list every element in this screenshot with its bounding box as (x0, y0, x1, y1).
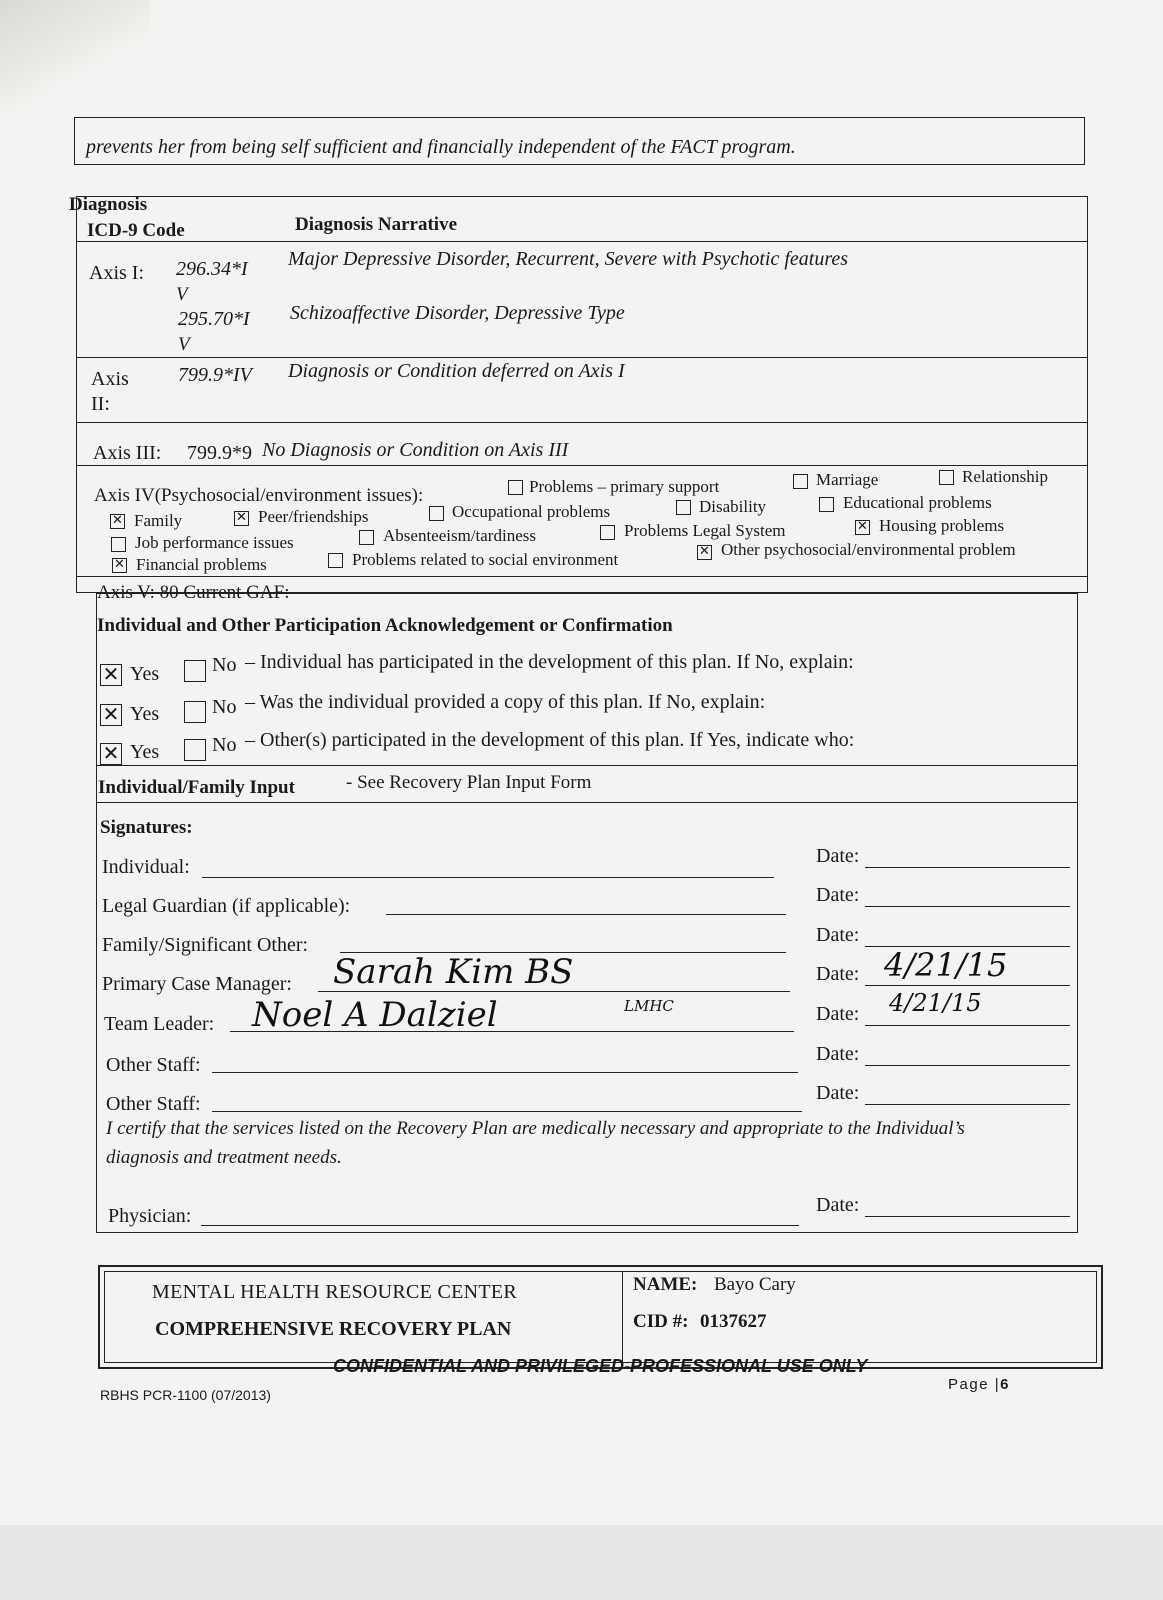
cid-label: CID #: (633, 1311, 689, 1332)
yes-label: Yes (130, 703, 160, 725)
page-fold-shadow (0, 0, 150, 120)
no-checkbox[interactable] (184, 739, 206, 761)
signature-line (212, 1072, 798, 1073)
signature-row-label: Other Staff: (106, 1093, 201, 1115)
axis2-narrative: Diagnosis or Condition deferred on Axis I (288, 360, 625, 382)
diagnosis-section-label: Diagnosis (69, 194, 148, 215)
axis4-label: Axis IV(Psychosocial/environment issues): (94, 485, 424, 506)
date-label: Date: (816, 963, 860, 985)
signature-row-label: Individual: (102, 856, 190, 878)
signature-row-label: Primary Case Manager: (102, 973, 292, 995)
axis3-code: 799.9*9 (187, 442, 252, 464)
signature-row-label: Legal Guardian (if applicable): (102, 895, 351, 917)
date-line (865, 1216, 1070, 1217)
axis1-code-suffix: V (176, 284, 188, 305)
axis4-checkbox[interactable] (111, 537, 126, 552)
axis5-label: Axis V: 80 Current GAF: (97, 582, 290, 603)
axis4-checkbox[interactable] (508, 480, 523, 495)
date-label: Date: (816, 1082, 860, 1104)
date-label: Date: (816, 845, 860, 867)
axis2-label-b: II: (91, 393, 110, 415)
no-label: No (212, 696, 237, 718)
axis4-checkbox[interactable] (793, 474, 808, 489)
team-leader-credential: LMHC (624, 997, 674, 1015)
physician-label: Physician: (108, 1205, 192, 1227)
date-label: Date: (816, 1043, 860, 1065)
axis4-checkbox[interactable] (600, 525, 615, 540)
signature-line (202, 877, 774, 878)
axis4-item-label: Educational problems (843, 493, 992, 512)
case-manager-signature: Sarah Kim BS (333, 952, 574, 992)
divider (76, 422, 1088, 423)
axis4-checkbox[interactable]: ✕ (855, 520, 870, 535)
axis4-item-label: Financial problems (136, 555, 267, 574)
yes-checkbox[interactable]: ✕ (100, 704, 122, 726)
date-line (865, 906, 1070, 907)
no-label: No (212, 654, 237, 676)
date-line (865, 1025, 1070, 1026)
axis1-code-2-suffix: V (178, 334, 190, 355)
physician-signature-line (201, 1225, 799, 1226)
team-leader-date: 4/21/15 (889, 989, 982, 1017)
axis4-item-label: Problems related to social environment (352, 550, 619, 569)
axis4-item-label: Problems – primary support (529, 477, 720, 496)
page-number: 6 (1000, 1376, 1010, 1393)
axis3-narrative: No Diagnosis or Condition on Axis III (262, 439, 569, 461)
date-label: Date: (816, 1194, 860, 1216)
axis4-checkbox[interactable]: ✕ (697, 545, 712, 560)
yes-label: Yes (130, 741, 160, 763)
family-input-note: - See Recovery Plan Input Form (346, 772, 592, 793)
yes-checkbox[interactable]: ✕ (100, 664, 122, 686)
axis4-item-label: Job performance issues (135, 533, 294, 552)
axis4-item-label: Disability (699, 497, 767, 516)
participation-question: – Individual has participated in the development of this plan. If No, explain: (245, 651, 854, 673)
center-name: MENTAL HEALTH RESOURCE CENTER (152, 1281, 518, 1303)
patient-name: Bayo Cary (714, 1274, 796, 1295)
divider (76, 576, 1088, 577)
patient-name-label: NAME: (633, 1274, 698, 1295)
date-line (865, 1065, 1070, 1066)
divider (76, 465, 1088, 466)
axis4-item-label: Marriage (816, 470, 879, 489)
axis4-item-label: Relationship (962, 467, 1048, 486)
case-manager-date: 4/21/15 (884, 946, 1008, 984)
scanner-edge (0, 1525, 1163, 1600)
certify-statement-2: diagnosis and treatment needs. (106, 1147, 342, 1168)
axis4-item-label: Occupational problems (452, 502, 611, 521)
axis4-checkbox[interactable] (819, 497, 834, 512)
axis1-code: 296.34*I (176, 258, 248, 280)
axis4-item-label: Housing problems (879, 516, 1005, 535)
axis2-label: Axis (91, 368, 129, 390)
form-id: RBHS PCR-1100 (07/2013) (100, 1387, 271, 1403)
divider (76, 241, 1088, 242)
axis1-label: Axis I: (89, 262, 144, 284)
family-input-label: Individual/Family Input (98, 777, 295, 798)
date-label: Date: (816, 1003, 860, 1025)
axis4-item-label: Peer/friendships (258, 507, 369, 526)
axis4-checkbox[interactable] (328, 553, 343, 568)
signatures-title: Signatures: (100, 817, 193, 838)
axis4-checkbox[interactable]: ✕ (234, 511, 249, 526)
date-label: Date: (816, 884, 860, 906)
participation-question: – Other(s) participated in the development of this plan. If Yes, indicate who: (245, 729, 855, 751)
date-label: Date: (816, 924, 860, 946)
page-label (948, 1376, 1010, 1393)
confidential-notice: CONFIDENTIAL AND PRIVILEGED-PROFESSIONAL USE ONLY (333, 1356, 868, 1376)
cid-number: 0137627 (700, 1311, 767, 1332)
axis4-checkbox[interactable]: ✕ (110, 514, 125, 529)
axis2-code: 799.9*IV (178, 364, 252, 386)
axis4-checkbox[interactable] (359, 530, 374, 545)
participation-question: – Was the individual provided a copy of this plan. If No, explain: (245, 691, 766, 713)
date-line (865, 867, 1070, 868)
no-label: No (212, 734, 237, 756)
no-checkbox[interactable] (184, 660, 206, 682)
divider (96, 802, 1078, 803)
signature-row-label: Family/Significant Other: (102, 934, 309, 956)
participation-title: Individual and Other Participation Acknowledgement or Confirmation (97, 615, 673, 636)
no-checkbox[interactable] (184, 701, 206, 723)
signature-row-label: Other Staff: (106, 1054, 201, 1076)
divider (76, 357, 1088, 358)
diagnosis-narrative-header: Diagnosis Narrative (295, 214, 458, 235)
axis3-label: Axis III: (93, 442, 162, 464)
axis4-checkbox[interactable] (939, 470, 954, 485)
signature-line (212, 1111, 802, 1112)
icd9-code-header: ICD-9 Code (87, 220, 185, 241)
axis4-item-label: Problems Legal System (624, 521, 786, 540)
axis4-checkbox[interactable] (429, 506, 444, 521)
axis4-item-label: Absenteeism/tardiness (383, 526, 536, 545)
continuation-text: prevents her from being self sufficient and financially independent of the FACT program. (86, 136, 796, 158)
axis4-checkbox[interactable] (676, 500, 691, 515)
axis1-narrative-2: Schizoaffective Disorder, Depressive Type (290, 302, 625, 324)
axis1-code-2: 295.70*I (178, 308, 250, 330)
axis1-narrative: Major Depressive Disorder, Recurrent, Severe with Psychotic features (288, 248, 849, 270)
axis4-item-label: Other psychosocial/environmental problem (721, 540, 1016, 559)
yes-label: Yes (130, 663, 160, 685)
axis4-item-label: Family (134, 511, 183, 530)
certify-statement: I certify that the services listed on the Recovery Plan are medically necessary and appropriate to the Individual’s (106, 1118, 965, 1139)
yes-checkbox[interactable]: ✕ (100, 743, 122, 765)
date-line (865, 985, 1070, 986)
signature-line (386, 914, 786, 915)
divider (96, 765, 1078, 766)
footer-divider (622, 1271, 623, 1363)
page-label-text: Page | (948, 1376, 1001, 1393)
date-line (865, 1104, 1070, 1105)
plan-name: COMPREHENSIVE RECOVERY PLAN (155, 1318, 512, 1340)
signature-row-label: Team Leader: (104, 1013, 215, 1035)
axis4-checkbox[interactable]: ✕ (112, 558, 127, 573)
team-leader-signature: Noel A Dalziel (252, 995, 498, 1035)
